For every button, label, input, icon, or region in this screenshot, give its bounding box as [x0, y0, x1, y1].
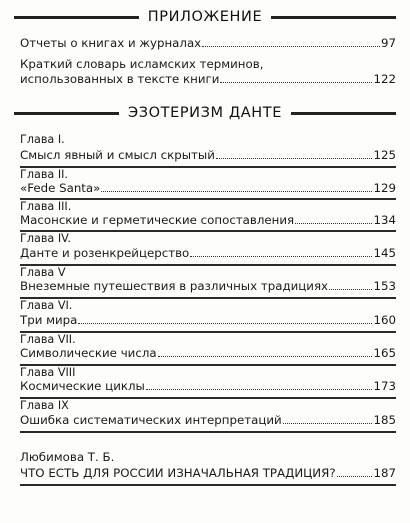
chapter-label: Глава V	[20, 266, 66, 279]
toc-entry-chapter-8[interactable]	[20, 379, 396, 393]
leader-dots	[146, 388, 373, 390]
toc-entry-afterword[interactable]	[20, 466, 396, 480]
entry-title: Данте и розенкрейцерство	[20, 246, 190, 260]
afterword-author: Любимова Т. Б.	[20, 450, 115, 464]
entry-title: ЧТО ЕСТЬ ДЛЯ РОССИИ ИЗНАЧАЛЬНАЯ ТРАДИЦИЯ?	[20, 466, 336, 480]
chapter-separator	[20, 166, 396, 168]
chapter-label: Глава VII.	[20, 333, 76, 346]
toc-entry-chapter-7[interactable]	[20, 346, 396, 360]
toc-entry-chapter-6[interactable]	[20, 313, 396, 327]
entry-title: Три мира	[20, 313, 78, 327]
page-number: 165	[373, 346, 396, 360]
entry-title: Космические циклы	[20, 379, 145, 393]
leader-dots	[78, 322, 372, 324]
entry-title: Символические числа	[20, 346, 157, 360]
toc-entry-chapter-2[interactable]	[20, 181, 396, 195]
entry-title-line1: Краткий словарь исламских терминов,	[20, 57, 264, 71]
toc-entry-glossary[interactable]	[20, 72, 396, 86]
page-number: 160	[373, 313, 396, 327]
chapter-label: Глава IV.	[20, 232, 71, 245]
entry-title: Внеземные путешествия в различных традициях	[20, 279, 329, 293]
chapter-separator	[20, 431, 396, 433]
chapter-label: Глава VIII	[20, 366, 76, 379]
appendix-heading	[14, 6, 396, 28]
page-number: 129	[373, 181, 396, 195]
entry-title: Смысл явный и смысл скрытый	[20, 148, 215, 162]
leader-dots	[220, 81, 372, 83]
page-number: 122	[373, 72, 396, 86]
esoterism-title: ЭЗОТЕРИЗМ ДАНТЕ	[127, 105, 283, 121]
chapter-label: Глава II.	[20, 168, 68, 181]
chapter-separator	[20, 364, 396, 366]
chapter-separator	[20, 297, 396, 299]
page-number: 145	[373, 246, 396, 260]
page-number: 134	[373, 213, 396, 227]
page-number: 173	[373, 379, 396, 393]
chapter-label: Глава III.	[20, 200, 72, 213]
heading-rule-right	[291, 112, 396, 115]
entry-title: использованных в тексте книги	[20, 72, 220, 86]
heading-rule-left	[14, 16, 139, 19]
page-number: 125	[373, 148, 396, 162]
chapter-separator	[20, 264, 396, 266]
entry-title: «Fede Santa»	[20, 181, 101, 195]
chapter-label: Глава I.	[20, 133, 65, 146]
leader-dots	[283, 422, 373, 424]
toc-entry-chapter-4[interactable]	[20, 246, 396, 260]
leader-dots	[216, 157, 373, 159]
page-number: 97	[380, 36, 396, 50]
appendix-title: ПРИЛОЖЕНИЕ	[147, 9, 263, 25]
toc-entry-chapter-3[interactable]	[20, 213, 396, 227]
entry-title: Отчеты о книгах и журналах	[20, 36, 202, 50]
heading-rule-right	[271, 16, 396, 19]
chapter-separator	[20, 397, 396, 399]
chapter-label: Глава VI.	[20, 299, 73, 312]
leader-dots	[158, 355, 373, 357]
leader-dots	[190, 255, 372, 257]
toc-entry-chapter-5[interactable]	[20, 279, 396, 293]
leader-dots	[202, 45, 380, 47]
afterword-separator	[20, 484, 396, 486]
page-number: 185	[373, 413, 396, 427]
leader-dots	[337, 475, 373, 477]
leader-dots	[295, 222, 372, 224]
leader-dots	[329, 288, 372, 290]
toc-entry-reports[interactable]	[20, 36, 396, 50]
chapter-separator	[20, 230, 396, 232]
esoterism-heading	[14, 102, 396, 124]
leader-dots	[101, 190, 372, 192]
page-number: 187	[373, 466, 396, 480]
entry-title: Масонские и герметические сопоставления	[20, 213, 295, 227]
toc-entry-chapter-1[interactable]	[20, 148, 396, 162]
entry-title: Ошибка систематических интерпретаций	[20, 413, 282, 427]
chapter-separator	[20, 198, 396, 200]
page-number: 153	[373, 279, 396, 293]
toc-entry-chapter-9[interactable]	[20, 413, 396, 427]
chapter-label: Глава IX	[20, 399, 69, 412]
chapter-separator	[20, 331, 396, 333]
heading-rule-left	[14, 112, 119, 115]
